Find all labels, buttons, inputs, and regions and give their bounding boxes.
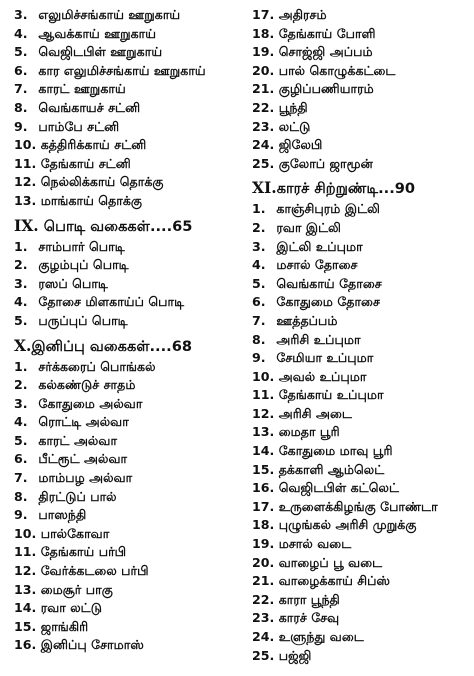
item-number: 24. (252, 629, 275, 644)
list-item (252, 43, 468, 62)
item-number: 17. (252, 498, 275, 514)
list-item (252, 118, 468, 137)
list-item (14, 118, 246, 137)
item-label: பஜ்ஜி (278, 647, 312, 663)
list-item (14, 376, 246, 395)
item-number: 10. (252, 368, 275, 384)
list-item (252, 461, 468, 480)
item-number: 12. (14, 174, 37, 190)
list-item (252, 628, 468, 647)
item-number: 7. (14, 470, 28, 486)
list-item (14, 293, 246, 312)
item-label: ரவா இட்லி (276, 219, 342, 235)
item-number: 18. (252, 517, 275, 533)
item-label: அரிசி அடை (278, 405, 352, 421)
item-number: 2. (14, 377, 28, 393)
item-number: 10. (14, 137, 37, 153)
item-number: 24. (252, 137, 275, 153)
item-number: 4. (14, 294, 28, 310)
list-item (14, 136, 246, 155)
item-label: ஊத்தப்பம் (276, 312, 338, 328)
item-label: உளுந்து வடை (278, 629, 364, 644)
item-label: மைசூர் பாகு (40, 581, 113, 597)
item-label: குழிப்பணியாரம் (278, 81, 374, 97)
section-page-number: 68 (171, 337, 193, 355)
item-number: 20. (252, 62, 275, 78)
item-label: பூந்தி (278, 99, 308, 115)
item-label: மசால் தோசை (276, 257, 358, 273)
list-item (252, 238, 468, 257)
item-number: 22. (252, 591, 275, 607)
list-item (252, 219, 468, 238)
section-leader-dots: .... (149, 217, 173, 235)
item-label: அதிரசம் (278, 7, 327, 22)
list-item (252, 498, 468, 517)
list-item (252, 609, 468, 628)
item-label: தேங்காய் சட்னி (40, 155, 131, 171)
list-item (14, 80, 246, 99)
list-sweets (14, 358, 246, 656)
item-number: 1. (252, 201, 266, 217)
item-label: பாம்பே சட்னி (38, 118, 120, 134)
item-label: சேமியா உப்புமா (276, 350, 374, 366)
list-item (252, 256, 468, 275)
item-number: 19. (252, 44, 275, 60)
item-label: ரஸப் பொடி (38, 275, 108, 291)
item-number: 9. (252, 350, 266, 366)
section-number: XI. (252, 178, 277, 198)
item-number: 6. (252, 294, 266, 310)
item-number: 2. (14, 257, 28, 273)
list-item (14, 636, 246, 655)
item-number: 17. (252, 7, 275, 22)
list-item (14, 275, 246, 294)
section-title: பொடி வகைகள் (38, 217, 150, 235)
item-number: 18. (252, 25, 275, 41)
item-label: ரொட்டி அல்வா (38, 414, 129, 430)
item-number: 15. (14, 618, 37, 634)
right-column (252, 6, 468, 665)
item-label: காஞ்சிபுரம் இட்லி (276, 201, 380, 217)
list-item (14, 43, 246, 62)
list-item (252, 99, 468, 118)
item-number: 3. (14, 7, 28, 22)
list-item (252, 80, 468, 99)
list-item (252, 442, 468, 461)
list-sweets-continued (252, 6, 468, 173)
item-number: 5. (14, 44, 28, 60)
item-label: ஆவக்காய் ஊறுகாய் (38, 25, 157, 41)
item-label: கல்கண்டுச் சாதம் (38, 377, 136, 393)
section-heading-savoury-snacks (252, 176, 468, 200)
item-label: காரட் அல்வா (38, 432, 118, 448)
list-item (252, 554, 468, 573)
list-item (252, 155, 468, 174)
item-number: 6. (14, 62, 28, 78)
list-item (14, 62, 246, 81)
section-leader-dots: .... (149, 337, 172, 355)
item-number: 25. (252, 647, 275, 663)
list-item (14, 312, 246, 331)
section-heading-podi (14, 214, 246, 238)
item-label: சாம்பார் பொடி (38, 238, 125, 254)
item-number: 11. (14, 155, 37, 171)
item-number: 9. (14, 507, 28, 523)
section-leader-dots: ... (378, 180, 395, 198)
list-item (14, 413, 246, 432)
list-item (14, 238, 246, 257)
list-item (14, 525, 246, 544)
item-label: மசால் வடை (278, 536, 352, 552)
item-label: வெஜிடபிள் ஊறுகாய் (38, 44, 163, 60)
item-number: 3. (14, 275, 28, 291)
section-number: IX. (14, 215, 39, 235)
item-label: வெங்காய் தோசை (276, 275, 382, 291)
item-label: சொஜ்ஜி அப்பம் (278, 44, 373, 60)
list-item (14, 562, 246, 581)
item-label: வாழைக்காய் சிப்ஸ் (278, 573, 391, 589)
item-label: தோசை மிளகாய்ப் பொடி (38, 294, 185, 310)
item-label: ஜிலேபி (278, 137, 323, 153)
item-label: பீட்ரூட் அல்வா (38, 451, 128, 467)
item-number: 2. (252, 219, 266, 235)
list-item (14, 155, 246, 174)
item-label: கோதுமை அல்வா (38, 395, 143, 411)
item-label: அரிசி உப்புமா (276, 331, 361, 347)
item-number: 9. (14, 118, 28, 134)
list-item (252, 349, 468, 368)
list-item (14, 395, 246, 414)
list-item (14, 432, 246, 451)
item-number: 23. (252, 118, 275, 134)
item-number: 22. (252, 99, 275, 115)
list-item (252, 386, 468, 405)
item-number: 11. (252, 387, 275, 403)
item-number: 13. (14, 581, 37, 597)
list-item (252, 275, 468, 294)
list-item (252, 572, 468, 591)
item-number: 15. (252, 461, 275, 477)
item-number: 16. (252, 480, 275, 496)
item-number: 21. (252, 573, 275, 589)
list-podi (14, 238, 246, 331)
item-label: கோதுமை தோசை (276, 294, 380, 310)
list-item (14, 358, 246, 377)
item-number: 7. (252, 312, 266, 328)
item-label: நெல்லிக்காய் தொக்கு (40, 174, 164, 190)
list-item (252, 6, 468, 25)
item-label: பால்கோவா (40, 525, 110, 541)
item-label: குழம்புப் பொடி (38, 257, 129, 273)
item-label: அவல் உப்புமா (278, 368, 367, 384)
list-item (252, 535, 468, 554)
section-heading-sweets (14, 334, 246, 358)
item-number: 12. (252, 405, 275, 421)
item-label: காரா பூந்தி (278, 591, 340, 607)
item-label: வாழைப் பூ வடை (278, 554, 383, 570)
list-item (252, 62, 468, 81)
item-label: இனிப்பு சோமாஸ் (40, 637, 144, 653)
item-label: காரட் ஊறுகாய் (38, 81, 126, 97)
list-pickles-chutneys (14, 6, 246, 211)
list-item (14, 173, 246, 192)
item-label: தேங்காய் போளி (278, 25, 376, 41)
item-number: 16. (14, 637, 37, 653)
item-number: 20. (252, 554, 275, 570)
item-label: எலுமிச்சங்காய் ஊறுகாய் (38, 7, 181, 22)
item-number: 6. (14, 451, 28, 467)
item-number: 19. (252, 536, 275, 552)
item-label: தேங்காய் உப்புமா (278, 387, 384, 403)
list-item (252, 368, 468, 387)
list-item (14, 25, 246, 44)
item-number: 7. (14, 81, 28, 97)
item-number: 8. (14, 488, 28, 504)
list-savoury-snacks (252, 200, 468, 665)
item-label: குலோப் ஜாமூன் (278, 155, 373, 171)
item-label: லட்டு (278, 118, 311, 134)
item-label: சர்க்கரைப் பொங்கல் (38, 358, 156, 374)
list-item (252, 423, 468, 442)
item-label: உருளைக்கிழங்கு போண்டா (278, 498, 438, 514)
list-item (252, 591, 468, 610)
list-item (14, 469, 246, 488)
item-label: பால் கொழுக்கட்டை (278, 62, 396, 78)
list-item (252, 479, 468, 498)
left-column (14, 6, 246, 655)
item-label: தக்காளி ஆம்லெட் (278, 461, 385, 477)
list-item (252, 331, 468, 350)
list-item (14, 506, 246, 525)
item-number: 1. (14, 238, 28, 254)
item-label: வெஜிடபிள் கட்லெட் (278, 480, 399, 496)
item-label: ஜாங்கிரி (40, 618, 89, 634)
list-item (14, 450, 246, 469)
list-item (14, 256, 246, 275)
list-item (14, 618, 246, 637)
list-item (252, 25, 468, 44)
item-label: கத்திரிக்காய் சட்னி (40, 137, 147, 153)
list-item (252, 312, 468, 331)
list-item (252, 647, 468, 666)
section-page-number: 65 (172, 217, 193, 235)
item-number: 5. (14, 432, 28, 448)
section-number: X. (14, 335, 32, 355)
list-item (14, 6, 246, 25)
item-number: 5. (14, 312, 28, 328)
section-page-number: 90 (394, 180, 416, 198)
item-number: 23. (252, 610, 275, 626)
item-number: 8. (252, 331, 266, 347)
item-label: பாஸந்தி (38, 507, 87, 523)
item-number: 4. (14, 414, 28, 430)
item-label: காரச் சேவு (278, 610, 340, 626)
section-title: இனிப்பு வகைகள் (31, 337, 150, 355)
item-label: புழுங்கல் அரிசி முறுக்கு (278, 517, 417, 533)
item-label: தேங்காய் பர்பி (40, 544, 127, 560)
item-number: 12. (14, 563, 37, 579)
item-number: 4. (14, 25, 28, 41)
item-number: 14. (14, 600, 37, 616)
item-number: 4. (252, 257, 266, 273)
item-number: 25. (252, 155, 275, 171)
item-label: ரவா லட்டு (40, 600, 102, 616)
list-item (252, 293, 468, 312)
item-label: திரட்டுப் பால் (38, 488, 117, 504)
item-label: கார எலுமிச்சங்காய் ஊறுகாய் (38, 62, 206, 78)
list-item (14, 599, 246, 618)
item-number: 1. (14, 358, 28, 374)
item-label: வேர்க்கடலை பர்பி (40, 563, 149, 579)
item-number: 5. (252, 275, 266, 291)
item-label: பருப்புப் பொடி (38, 312, 128, 328)
list-item (252, 200, 468, 219)
item-number: 13. (14, 192, 37, 208)
list-item (14, 99, 246, 118)
item-number: 13. (252, 424, 275, 440)
list-item (14, 488, 246, 507)
list-item (14, 543, 246, 562)
item-number: 11. (14, 544, 37, 560)
item-number: 14. (252, 443, 275, 459)
item-label: மைதா பூரி (278, 424, 340, 440)
item-number: 10. (14, 525, 37, 541)
item-label: மாம்பழ அல்வா (38, 470, 133, 486)
list-item (14, 581, 246, 600)
item-label: வெங்காயச் சட்னி (38, 99, 141, 115)
item-number: 3. (14, 395, 28, 411)
list-item (14, 192, 246, 211)
item-label: மாங்காய் தொக்கு (40, 192, 143, 208)
item-label: கோதுமை மாவு பூரி (278, 443, 393, 459)
list-item (252, 136, 468, 155)
item-number: 3. (252, 238, 266, 254)
item-number: 21. (252, 81, 275, 97)
list-item (252, 405, 468, 424)
list-item (252, 516, 468, 535)
item-label: இட்லி உப்புமா (276, 238, 363, 254)
item-number: 8. (14, 99, 28, 115)
section-title: காரச் சிற்றுண்டி (276, 180, 379, 198)
